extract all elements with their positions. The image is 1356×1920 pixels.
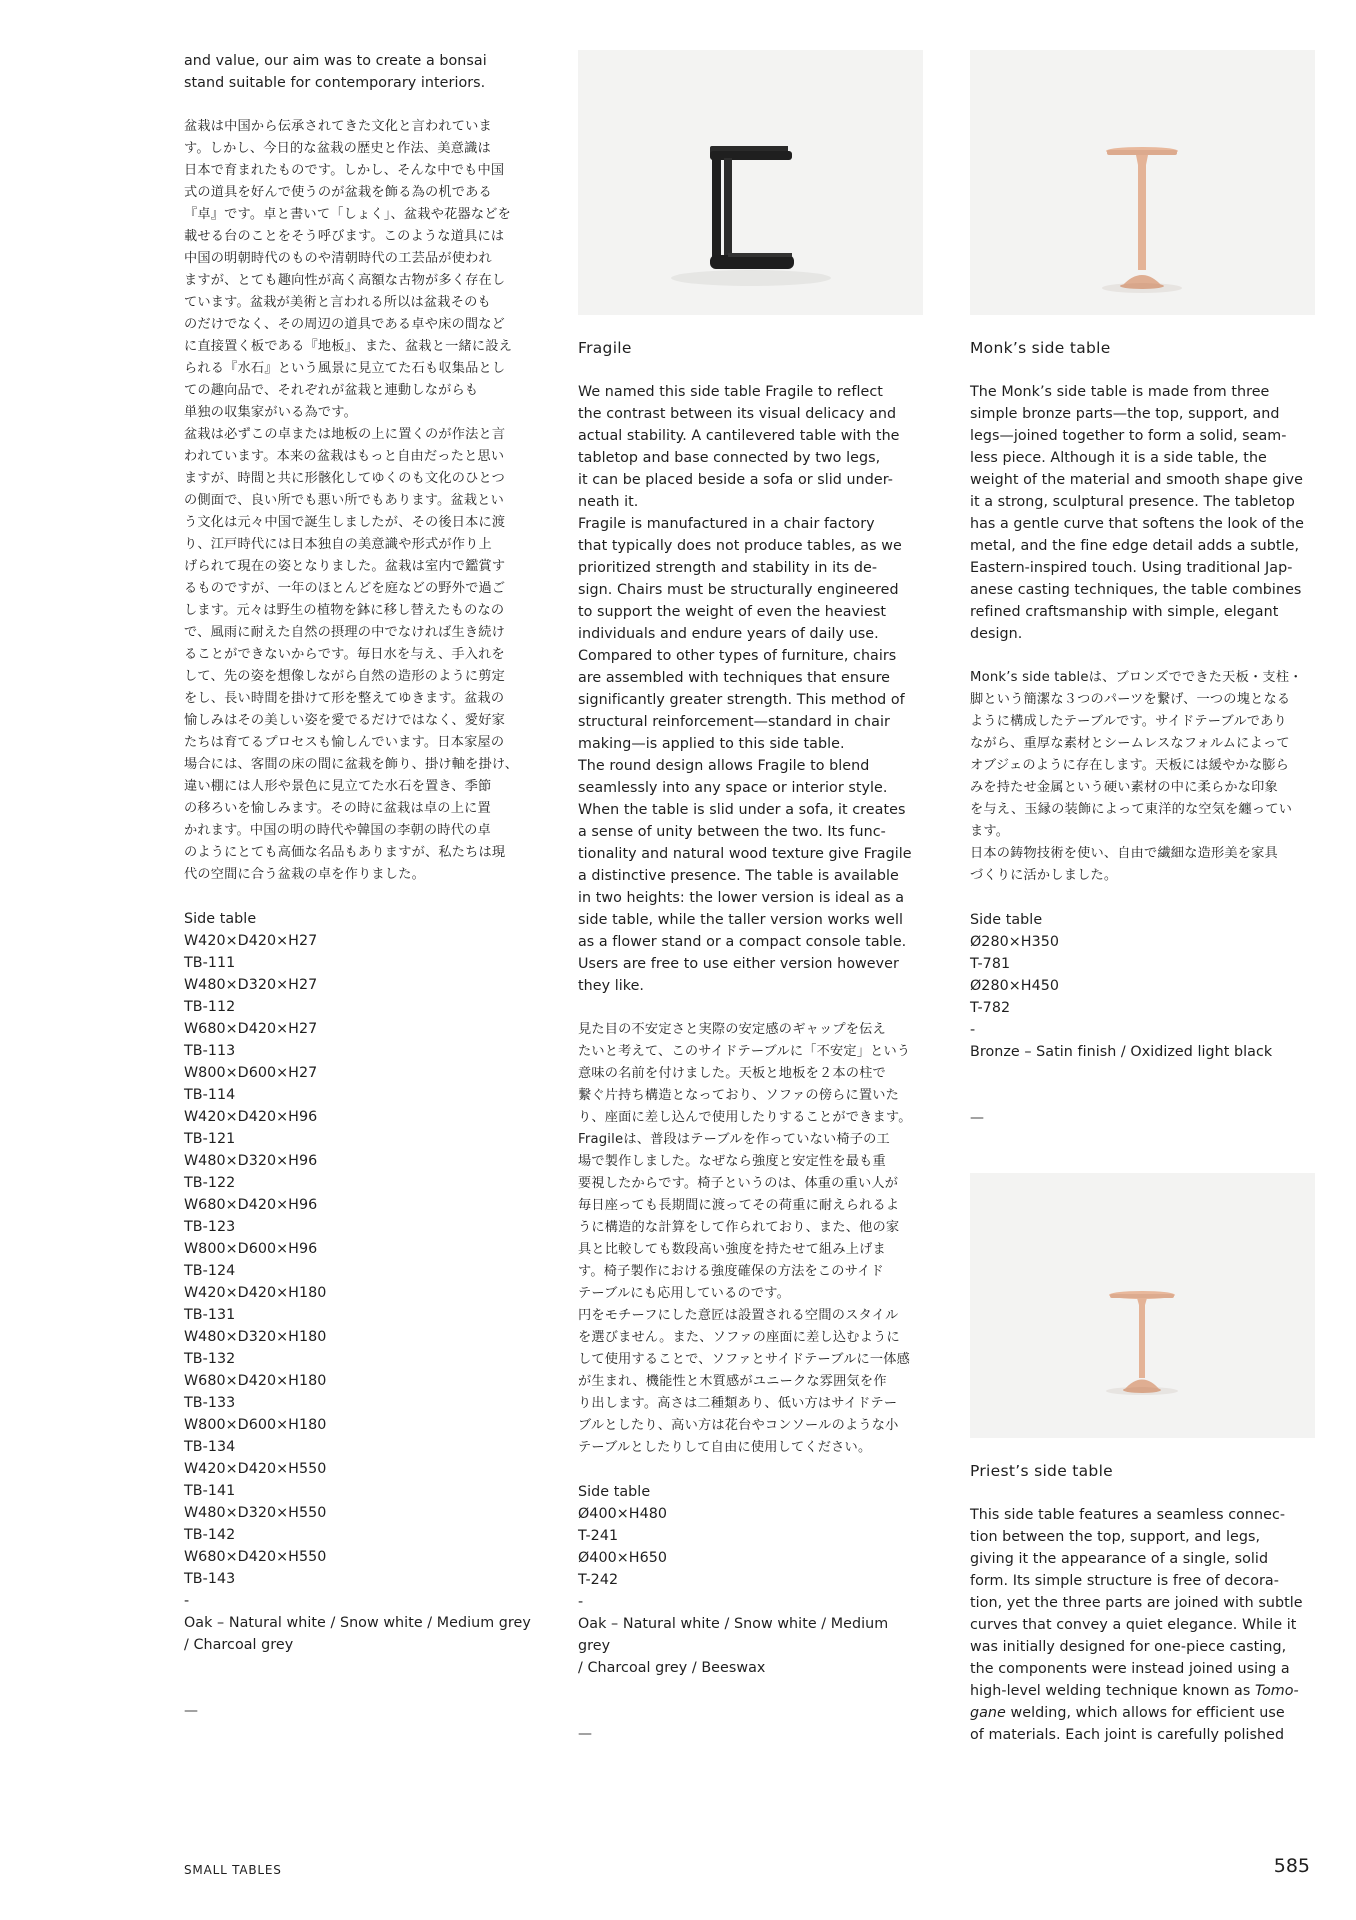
column-fragile: [578, 50, 923, 1745]
fragile-table-image: [578, 50, 923, 315]
column-left: [184, 50, 544, 1722]
priests-text-part-2: welding, which allows for efficient use of materials. Each joint is carefully polished: [970, 1705, 1285, 1743]
monks-title: Monk’s side table: [970, 339, 1111, 357]
priests-title: Priest’s side table: [970, 1462, 1114, 1480]
priests-table-image: [970, 1173, 1315, 1438]
tomogane-term: Tomo- gane: [970, 1683, 1299, 1721]
fragile-specs: Side table Ø400×H480 T-241 Ø400×H650 T-242 - Oak – Natural white / Snow white / Medium grey / Charcoal grey / Beeswax: [578, 1484, 889, 1676]
monks-table-image: [970, 50, 1315, 315]
priests-english-text: [970, 1504, 1315, 1746]
monks-english-text: The Monk’s side table is made from three simple bronze parts—the top, support, and legs—joined together to form a solid, seam- less piece. Although it is a side table, the weight of the material and smooth shape give it a strong, sculptural presence. The tabletop has a gentle curve that softens the look of the metal, and the fine edge detail adds a subtle, Eastern-inspired touch. Using traditional Jap- anese casting techniques, the table combines refined craftsmanship with simple, elegant design.: [970, 384, 1305, 642]
monks-japanese-text: Monk’s side tableは、ブロンズでできた天板・支柱・ 脚という簡潔な３つのパーツを繋げ、一つの塊となる ように構成したテーブルです。サイドテーブルであり ながら、重厚な素材とシームレスなフォルムによって オブジェのように存在します。天板には緩やかな膨ら みを持たせ金属という硬い素材の中に柔らかな印象 を与え、玉縁の装飾によって東洋的な空気を纏ってい ます。 日本の鋳物技術を使い、自由で繊細な造形美を家具 づくりに活かしました。: [970, 670, 1303, 883]
priests-text-part-1: This side table features a seamless connec- tion between the top, support, and legs, giving it the appearance of a single, solid form. Its simple structure is free of decora- tion, yet the three parts are joined with subtle curves that convey a quiet elegance. While it was initially designed for one-piece casting, the components were instead joined using a high-level welding technique known as: [970, 1507, 1303, 1699]
page-number: 585: [1273, 1855, 1310, 1877]
priests-table-photo: [970, 1173, 1315, 1438]
fragile-japanese-text: 見た目の不安定さと実際の安定感のギャップを伝え たいと考えて、このサイドテーブルに「不安定」という 意味の名前を付けました。天板と地板を２本の柱で 繋ぐ片持ち構造となっており、ソファの傍らに置いた り、座面に差し込んで使用したりすることができます。 Fragileは、普段はテーブルを作っていない椅子の工 場で製作しました。なぜなら強度と安定性を最も重 要視したからです。椅子というのは、体重の重い人が 毎日座っても長期間に渡ってその荷重に耐えられるよ うに構造的な計算をして作られており、また、他の家 具と比較しても数段高い強度を持たせて組み上げま す。椅子製作における強度確保の方法をこのサイド テーブルにも応用しているのです。 円をモチーフにした意匠は設置される空間のスタイル を選びません。また、ソファの座面に差し込むように して使用することで、ソファとサイドテーブルに一体感 が生まれ、機能性と木質感がユニークな雰囲気を作 り出します。高さは二種類あり、低い方はサイドテー ブルとしたり、高い方は花台やコンソールのような小 テーブルとしたりして自由に使用してください。: [578, 1022, 912, 1455]
fragile-title: Fragile: [578, 339, 632, 357]
intro-text: and value, our aim was to create a bonsai stand suitable for contemporary interiors.: [184, 53, 487, 91]
end-dash: —: [578, 1726, 592, 1742]
column-monk-priest: [970, 50, 1315, 1746]
fragile-table-photo: [578, 50, 923, 315]
fragile-english-text: We named this side table Fragile to reflect the contrast between its visual delicacy and actual stability. A cantilevered table with the tabletop and base connected by two legs, it can be placed beside a sofa or slid under- neath it. Fragile is manufactured in a chair factory that typically does not produce tables, as we prioritized strength and stability in its de- sign. Chairs must be structurally engineered to support the weight of even the heaviest individuals and endure years of daily use. Compared to other types of furniture, chairs are assembled with techniques that ensure significantly greater strength. This method of structural reinforcement—standard in chair making—is applied to this side table. The round design allows Fragile to blend seamlessly into any space or interior style. When the table is slid under a sofa, it creates a sense of unity between the two. Its func- tionality and natural wood texture give Fragile a distinctive presence. The table is available in two heights: the lower version is ideal as a side table, while the taller version works well as a flower stand or a compact console table. Users are free to use either version however they like.: [578, 384, 912, 994]
section-label: SMALL TABLES: [184, 1863, 282, 1877]
bonsai-stand-specs: Side table W420×D420×H27 TB-111 W480×D320×H27 TB-112 W680×D420×H27 TB-113 W800×D600×H27 TB-114 W420×D420×H96 TB-121 W480×D320×H96 TB-122 W680×D420×H96 TB-123 W800×D600×H96 TB-124 W420×D420×H180 TB-131 W480×D320×H180 TB-132 W680×D420×H180 TB-133 W800×D600×H180 TB-134 W420×D420×H550 TB-141 W480×D320×H550 TB-142 W680×D420×H550 TB-143 - Oak – Natural white / Snow white / Medium grey / Charcoal grey: [184, 911, 531, 1653]
monks-table-photo: [970, 50, 1315, 315]
bonsai-japanese-text: 盆栽は中国から伝承されてきた文化と言われていま す。しかし、今日的な盆栽の歴史と作法、美意識は 日本で育まれたものです。しかし、そんな中でも中国 式の道具を好んで使うのが盆栽を飾る為の机である 『卓』です。卓と書いて「しょく」、盆栽や花器などを 載せる台のことをそう呼びます。このような道具には 中国の明朝時代のものや清朝時代の工芸品が使われ ますが、とても趣向性が高く高額な古物が多く存在し ています。盆栽が美術と言われる所以は盆栽そのも のだけでなく、その周辺の道具である卓や床の間など に直接置く板である『地板』、また、盆栽と一緒に設え られる『水石』という風景に見立てた石も収集品とし ての趣向品で、それぞれが盆栽と連動しながらも 単独の収集家がいる為です。 盆栽は必ずこの卓または地板の上に置くのが作法と言 われています。本来の盆栽はもっと自由だったと思い ますが、時間と共に形骸化してゆくのも文化のひとつ の側面で、良い所でも悪い所でもあります。盆栽とい う文化は元々中国で誕生しましたが、その後日本に渡 り、江戸時代には日本独自の美意識や形式が作り上 げられて現在の姿となりました。盆栽は室内で鑑賞す るものですが、一年のほとんどを庭などの野外で過ご します。元々は野生の植物を鉢に移し替えたものなの で、風雨に耐えた自然の摂理の中でなければ生き続け ることができないからです。毎日水を与え、手入れを して、先の姿を想像しながら自然の造形のように剪定 をし、長い時間を掛けて形を整えてゆきます。盆栽の 愉しみはその美しい姿を愛でるだけではなく、愛好家 たちは育てるプロセスも愉しんでいます。日本家屋の 場合には、客間の床の間に盆栽を飾り、掛け軸を掛け、 違い棚には人形や景色に見立てた水石を置き、季節 の移ろいを愉しみます。その時に盆栽は卓の上に置 かれます。中国の明の時代や韓国の李朝の時代の卓 のようにとても高価な名品もありますが、私たちは現 代の空間に合う盆栽の卓を作りました。: [184, 119, 519, 882]
monks-specs: Side table Ø280×H350 T-781 Ø280×H450 T-782 - Bronze – Satin finish / Oxidized light black: [970, 912, 1273, 1060]
end-dash: —: [184, 1703, 198, 1719]
end-dash: —: [970, 1110, 984, 1126]
